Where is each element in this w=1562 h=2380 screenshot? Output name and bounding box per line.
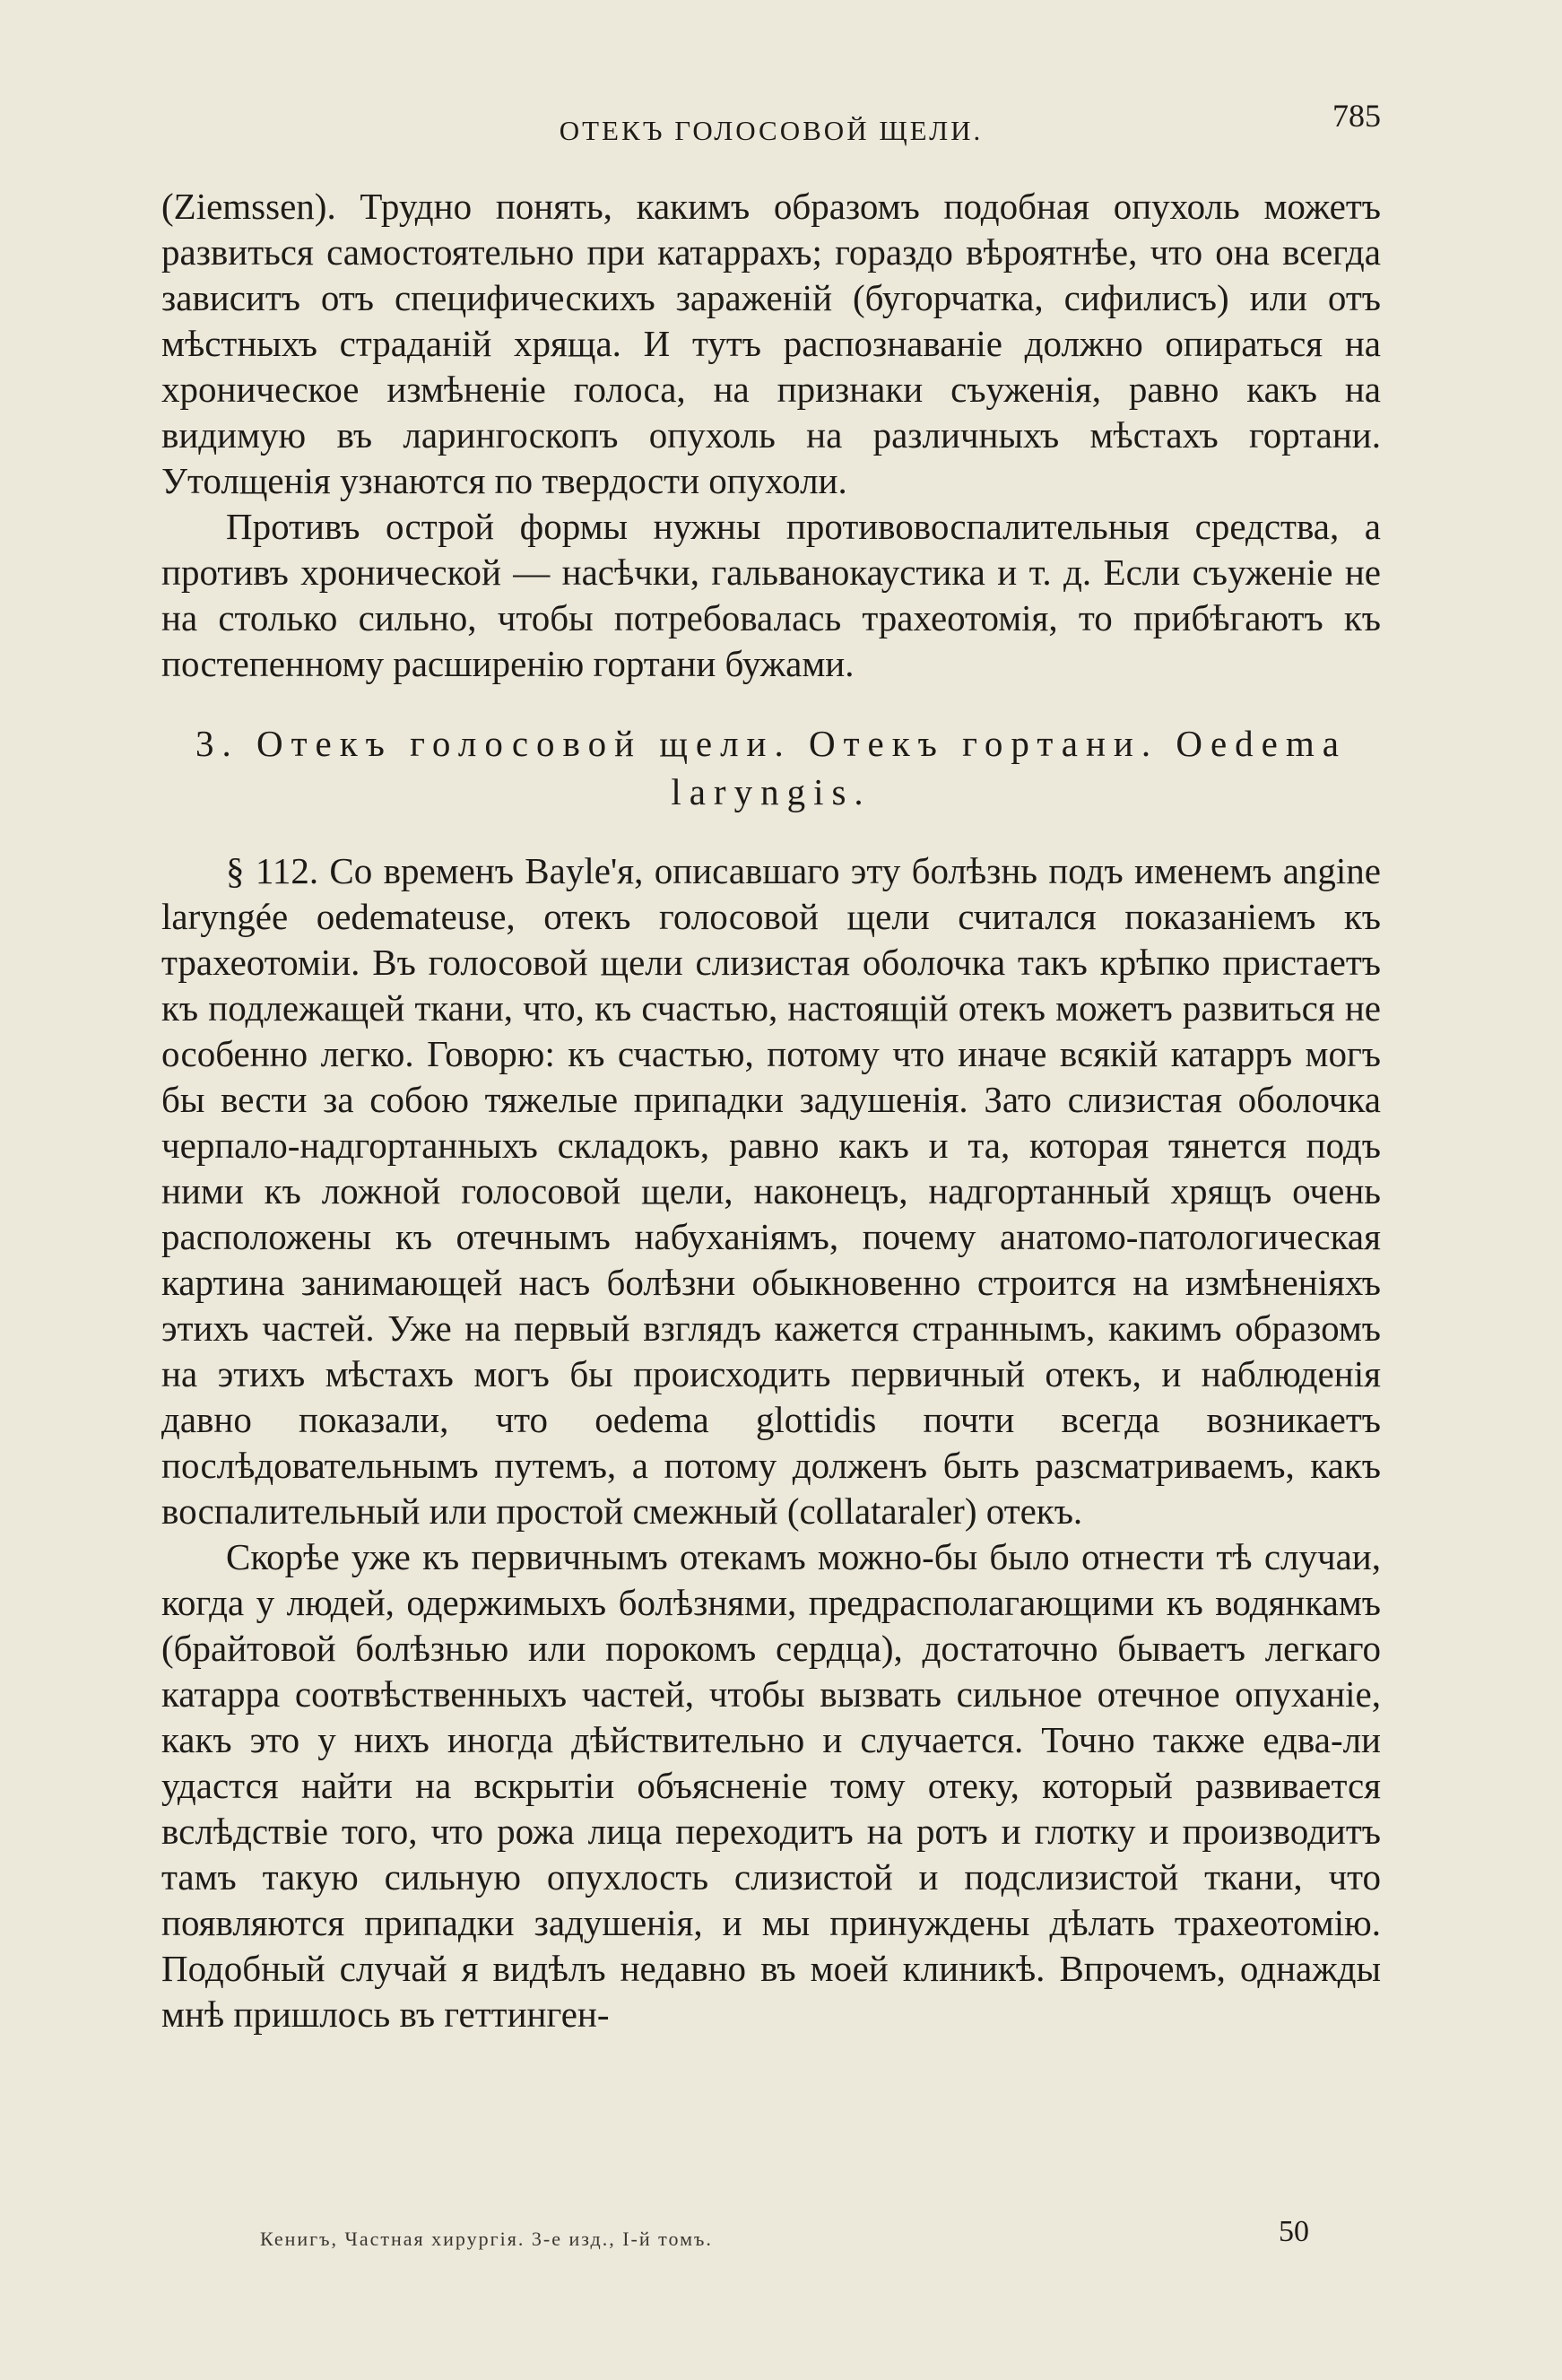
section-heading-line-1: 3. Отекъ голосовой щели. Отекъ гортани. Oedema xyxy=(195,723,1347,764)
paragraph-continuation: (Ziemssen). Трудно понять, какимъ образомъ подобная опухоль можетъ развиться самостоятельно при катаррахъ; гораздо вѣроятнѣе, что она всегда зависитъ отъ специфическихъ зараженій (бугорчатка, сифилисъ) или отъ мѣстныхъ страданій хряща. И тутъ распознаваніе должно опираться на хроническое измѣненіе голоса, на признаки съуженія, равно какъ на видимую въ ларингоскопъ опухоль на различныхъ мѣстахъ гортани. Утолщенія узнаются по твердости опухоли. xyxy=(161,186,1381,501)
paragraph-primary-edema: Скорѣе уже къ первичнымъ отекамъ можно-бы было отнести тѣ случаи, когда у людей, одержимыхъ болѣзнями, предрасполагающими къ водянкамъ (брайтовой болѣзнью или порокомъ сердца), достаточно бываетъ легкаго катарра соотвѣственныхъ частей, чтобы вызвать сильное отечное опуханіе, какъ это у нихъ иногда дѣйствительно и случается. Точно также едва-ли удастся найти на вскрытіи объясненіе тому отеку, который развивается вслѣдствіе того, что рожа лица переходитъ на ротъ и глотку и производитъ тамъ такую сильную опухлость слизистой и подслизистой ткани, что появляются припадки задушенія, и мы принуждены дѣлать трахеотомію. Подобный случай я видѣлъ недавно въ моей клиникѣ. Впрочемъ, однажды мнѣ пришлось въ геттинген- xyxy=(161,1536,1381,2035)
section-heading xyxy=(161,719,1381,816)
running-head xyxy=(161,98,1381,160)
section-heading-line-2: laryngis. xyxy=(671,771,872,812)
paragraph-section-112: § 112. Со временъ Bayle'я, описавшаго эту болѣзнь подъ именемъ angine laryngée oedemateuse, отекъ голосовой щели считался показаніемъ къ трахеотоміи. Въ голосовой щели слизистая оболочка такъ крѣпко пристаетъ къ подлежащей ткани, что, къ счастью, настоящій отекъ можетъ развиться не особенно легко. Говорю: къ счастью, потому что иначе всякій катарръ могъ бы вести за собою тяжелые припадки задушенія. Зато слизистая оболочка черпало-надгортанныхъ складокъ, равно какъ и та, которая тянется подъ ними къ ложной голосовой щели, наконецъ, надгортанный хрящъ очень расположены къ отечнымъ набуханіямъ, почему анатомо-патологическая картина занимающей насъ болѣзни обыкновенно строится на измѣненіяхъ этихъ частей. Уже на первый взглядъ кажется страннымъ, какимъ образомъ на этихъ мѣстахъ могъ бы происходить первичный отекъ, и наблюденія давно показали, что oedema glottidis почти всегда возникаетъ послѣдовательнымъ путемъ, а потому долженъ быть разсматриваемъ, какъ воспалительный или простой смежный (collataraler) отекъ. xyxy=(161,850,1381,1532)
running-title: ОТЕКЪ ГОЛОСОВОЙ ЩЕЛИ. xyxy=(559,115,984,146)
page-footer xyxy=(161,2215,1381,2269)
sheet-number: 50 xyxy=(1279,2215,1309,2248)
page-number: 785 xyxy=(1332,98,1381,134)
paragraph-treatment: Противъ острой формы нужны противовоспалительныя средства, а противъ хронической — насѣчки, гальванокаустика и т. д. Если съуженіе не на столько сильно, чтобы потребовалась трахеотомія, то прибѣгаютъ къ постепенному расширенію гортани бужами. xyxy=(161,506,1381,684)
body-text xyxy=(161,184,1381,2037)
footer-signature: Кенигъ, Частная хирургія. 3-е изд., I-й томъ. xyxy=(260,2228,713,2250)
